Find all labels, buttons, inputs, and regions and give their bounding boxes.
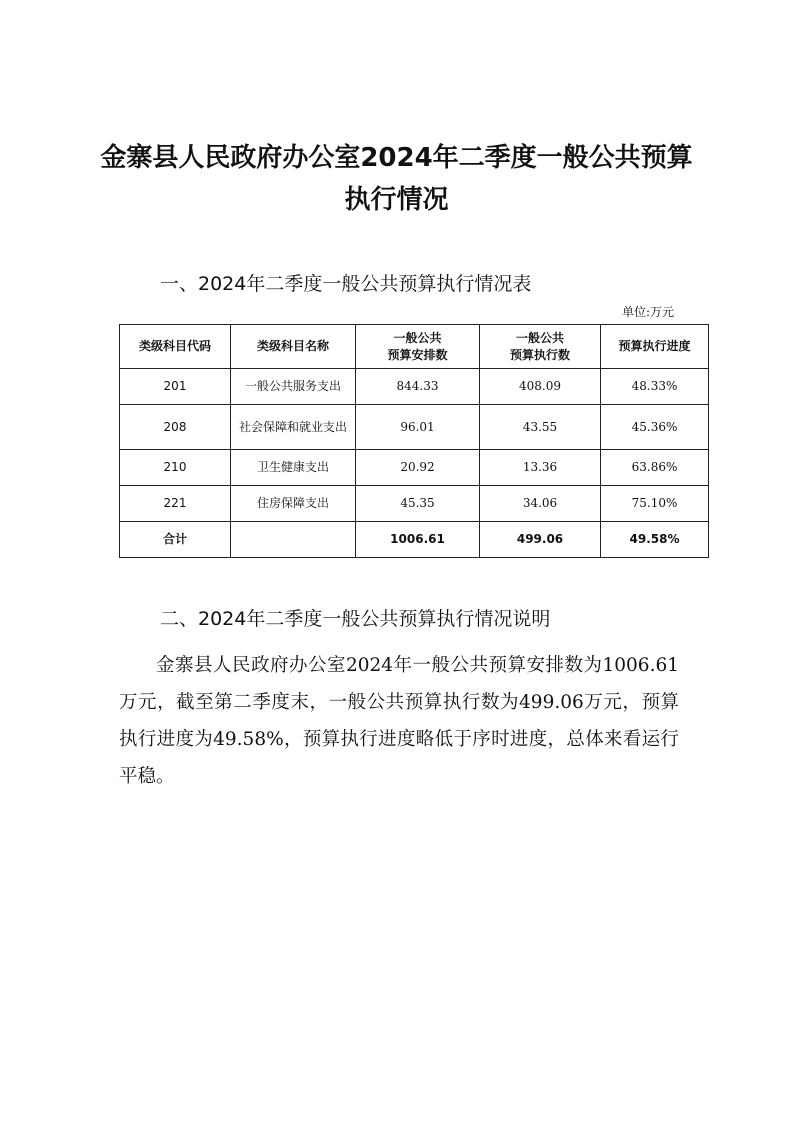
header-executed <box>480 325 601 369</box>
row-progress: 63.86% <box>601 450 709 486</box>
row-budget: 20.92 <box>356 450 480 486</box>
table-row <box>120 450 709 486</box>
total-progress: 49.58% <box>601 522 709 558</box>
row-executed: 13.36 <box>480 450 601 486</box>
row-name: 卫生健康支出 <box>231 450 356 486</box>
row-progress: 48.33% <box>601 369 709 405</box>
total-executed: 499.06 <box>480 522 601 558</box>
row-budget: 96.01 <box>356 405 480 450</box>
header-code: 类级科目代码 <box>120 325 231 369</box>
header-name: 类级科目名称 <box>231 325 356 369</box>
row-code: 221 <box>120 486 231 522</box>
header-budget <box>356 325 480 369</box>
total-budget: 1006.61 <box>356 522 480 558</box>
row-code: 208 <box>120 405 231 450</box>
header-executed-text: 一般公共 预算执行数 <box>509 330 570 362</box>
row-progress: 45.36% <box>601 405 709 450</box>
section-1-heading: 一、2024年二季度一般公共预算执行情况表 <box>160 273 532 295</box>
header-progress: 预算执行进度 <box>601 325 709 369</box>
row-name: 社会保障和就业支出 <box>231 405 356 450</box>
table-total-row <box>120 522 709 558</box>
row-budget: 45.35 <box>356 486 480 522</box>
total-label: 合计 <box>120 522 231 558</box>
unit-label: 单位:万元 <box>621 305 674 319</box>
budget-table <box>119 324 709 558</box>
document-title-line-1: 金寨县人民政府办公室2024年二季度一般公共预算 <box>100 143 693 173</box>
header-budget-text: 一般公共 预算安排数 <box>387 330 448 362</box>
table-header-row <box>120 325 709 369</box>
row-code: 201 <box>120 369 231 405</box>
row-progress: 75.10% <box>601 486 709 522</box>
row-budget: 844.33 <box>356 369 480 405</box>
explanation-paragraph: 金寨县人民政府办公室2024年一般公共预算安排数为1006.61万元，截至第二季度末，一般公共预算执行数为499.06万元，预算执行进度为49.58%，预算执行进度略低于序时进度，总体来看运行平稳。 <box>119 655 679 787</box>
row-name: 一般公共服务支出 <box>231 369 356 405</box>
table-row <box>120 405 709 450</box>
row-code: 210 <box>120 450 231 486</box>
row-name: 住房保障支出 <box>231 486 356 522</box>
row-executed: 34.06 <box>480 486 601 522</box>
row-executed: 408.09 <box>480 369 601 405</box>
document-title-line-2: 执行情况 <box>344 185 449 215</box>
section-2-heading: 二、2024年二季度一般公共预算执行情况说明 <box>160 608 551 630</box>
total-name <box>231 522 356 558</box>
row-executed: 43.55 <box>480 405 601 450</box>
table-row <box>120 369 709 405</box>
table-row <box>120 486 709 522</box>
